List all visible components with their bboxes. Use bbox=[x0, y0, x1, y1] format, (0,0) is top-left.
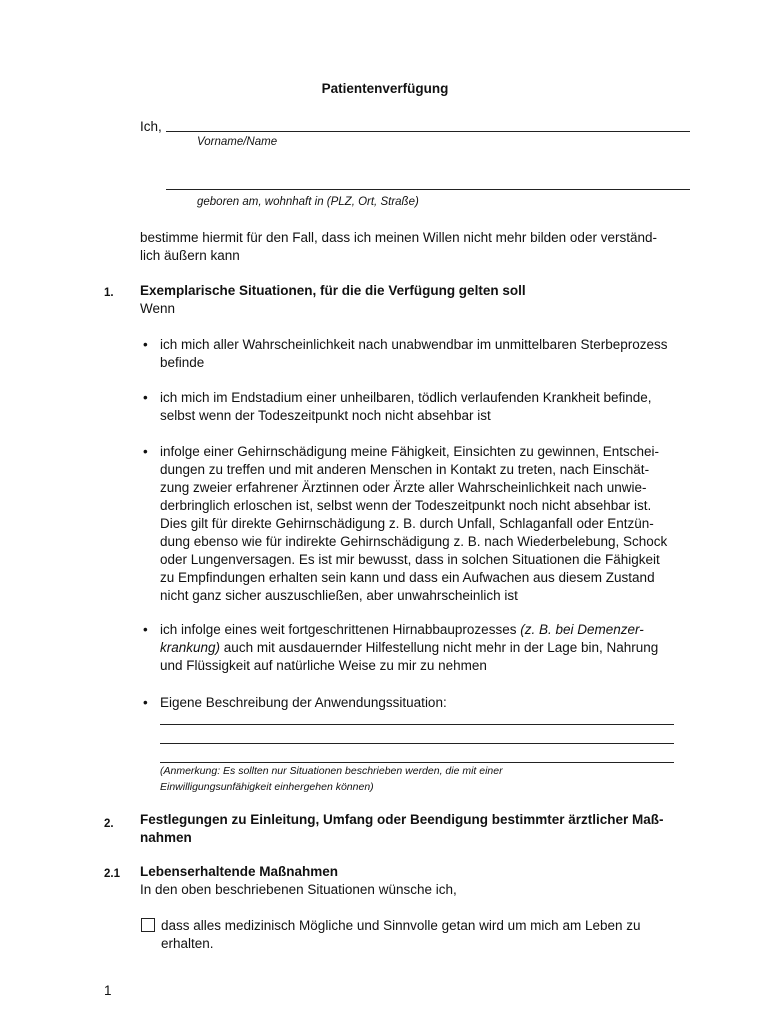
intro-line-2: lich äußern kann bbox=[140, 248, 240, 263]
bullet-dot: • bbox=[143, 622, 148, 637]
note-text: (Anmerkung: Es sollten nur Situationen beschrieben werden, die mit einer Einwilligungsunfähigkeit einhergehen können) bbox=[160, 765, 503, 793]
own-description-line-1[interactable] bbox=[160, 724, 674, 725]
option-checkbox[interactable] bbox=[141, 918, 155, 932]
own-description-line-2[interactable] bbox=[160, 743, 674, 744]
bullet-4-text: ich infolge eines weit fortgeschrittenen Hirnabbauprozesses (z. B. bei Demenzer- krankung) auch mit ausdauernder Hilfestellung nicht mehr in der Lage bin, Nahrung und Flüssigkeit auf natürliche Weise zu mir zu nehmen bbox=[160, 622, 659, 673]
name-line[interactable] bbox=[166, 131, 690, 132]
bullet-5-text: Eigene Beschreibung der Anwendungssituation: bbox=[160, 695, 447, 710]
bullet-3-text: infolge einer Gehirnschädigung meine Fähigkeit, Einsichten zu gewinnen, Entschei- dungen zu treffen und mit anderen Menschen in Kontakt zu treten, nach Einschät- zung zweier erfahrener Ärztinnen oder Ärzte aller Wahrscheinlichkeit nach unwie- derbringlich erloschen ist, selbst wenn der Todeszeitpunkt noch nicht absehbar ist. Dies gilt für direkte Gehirnschädigung z. B. durch Unfall, Schlaganfall oder Entzün- dung ebenso wie für indirekte Gehirnschädigung z. B. nach Wiederbelebung, Schock oder Lungenversagen. Es ist mir bewusst, dass in solchen Situationen die Fähigkeit zu Empfindungen erhalten sein kann und dass ein Aufwachen aus diesem Zustand nicht ganz sicher auszuschließen, aber unwahrscheinlich ist bbox=[160, 444, 668, 603]
name-caption: Vorname/Name bbox=[197, 136, 278, 148]
section-2-number: 2. bbox=[104, 818, 114, 830]
bullet-dot: • bbox=[143, 390, 148, 405]
birth-address-line[interactable] bbox=[166, 189, 690, 190]
ich-label: Ich, bbox=[140, 119, 162, 134]
intro-line-1: bestimme hiermit für den Fall, dass ich meinen Willen nicht mehr bilden oder verständ- bbox=[140, 230, 657, 245]
document-title: Patientenverfügung bbox=[321, 81, 449, 96]
section-2-1-lead: In den oben beschriebenen Situationen wünsche ich, bbox=[140, 882, 457, 897]
bullet-2-text: ich mich im Endstadium einer unheilbaren, tödlich verlaufenden Krankheit befinde, selbst wenn der Todeszeitpunkt noch nicht absehbar ist bbox=[160, 390, 652, 423]
birth-caption: geboren am, wohnhaft in (PLZ, Ort, Straße) bbox=[197, 196, 419, 208]
section-2-heading: Festlegungen zu Einleitung, Umfang oder Beendigung bestimmter ärztlicher Maß- nahmen bbox=[140, 812, 664, 845]
bullet-1-text: ich mich aller Wahrscheinlichkeit nach unabwendbar im unmittelbaren Sterbeprozess befinde bbox=[160, 337, 668, 370]
page-number: 1 bbox=[104, 983, 112, 998]
section-2-1-heading: Lebenserhaltende Maßnahmen bbox=[140, 864, 339, 879]
option-text-line-1: dass alles medizinisch Mögliche und Sinnvolle getan wird um mich am Leben zu bbox=[161, 918, 641, 933]
section-2-1-number: 2.1 bbox=[104, 868, 120, 880]
section-1-lead: Wenn bbox=[140, 301, 176, 316]
option-text-line-2: erhalten. bbox=[161, 936, 214, 951]
section-1-heading: Exemplarische Situationen, für die die Verfügung gelten soll bbox=[140, 283, 526, 298]
bullet-dot: • bbox=[143, 444, 148, 459]
section-1-number: 1. bbox=[104, 287, 114, 299]
bullet-dot: • bbox=[143, 337, 148, 352]
bullet-dot: • bbox=[143, 695, 148, 710]
